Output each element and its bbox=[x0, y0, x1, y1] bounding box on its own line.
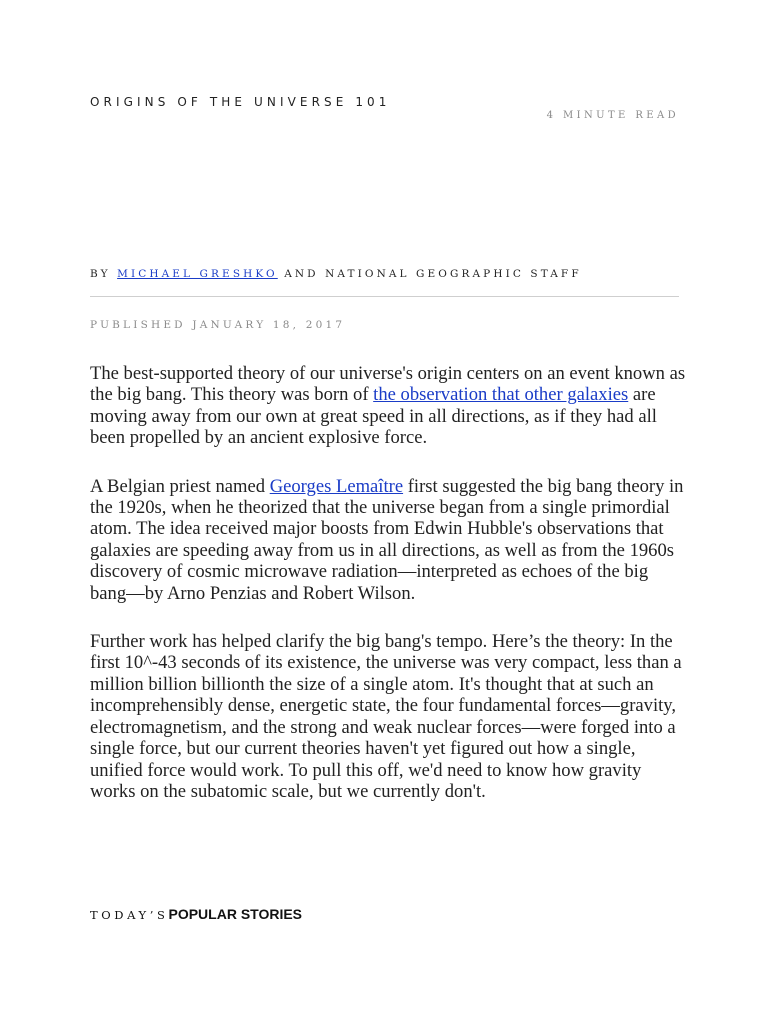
read-time-label: 4 MINUTE READ bbox=[546, 110, 679, 121]
article-body bbox=[90, 363, 686, 829]
paragraph-2-text-after: first suggested the big bang theory in the 1920s, when he theorized that the universe began from a single primordial atom. The idea received major boosts from Edwin Hubble's observations that galaxies are speeding away from us in all directions, as well as from the 1960s discovery of cosmic microwave radiation—interpreted as echoes of the big bang—by Arno Penzias and Robert Wilson. bbox=[90, 475, 684, 604]
popular-stories-label: POPULAR STORIES bbox=[168, 906, 303, 922]
paragraph-1-text-after: are moving away from our own at great speed in all directions, as if they had all been propelled by an ancient explosive force. bbox=[90, 384, 657, 449]
byline-suffix: AND NATIONAL GEOGRAPHIC STAFF bbox=[277, 268, 582, 280]
paragraph-2 bbox=[90, 476, 686, 604]
paragraph-1-text-before: The best-supported theory of our universe's origin centers on an event known as the big bang. This theory was born of bbox=[90, 363, 686, 406]
galaxies-observation-link[interactable]: the observation that other galaxies bbox=[373, 384, 629, 406]
paragraph-2-text-before: A Belgian priest named bbox=[90, 475, 270, 497]
byline-prefix: BY bbox=[90, 268, 118, 280]
paragraph-3: Further work has helped clarify the big bang's tempo. Here’s the theory: In the first 10^-43 seconds of its existence, the universe was very compact, less than a million billion billionth the size of a single atom. It's thought that at such an incomprehensibly dense, energetic state, the four fundamental forces—gravity, electromagnetism, and the strong and weak nuclear forces—were forged into a single force, but our current theories haven't yet figured out how a single, unified force would work. To pull this off, we'd need to know how gravity works on the subatomic scale, but we currently don't. bbox=[90, 631, 682, 802]
popular-stories-heading bbox=[90, 906, 302, 924]
published-date: PUBLISHED JANUARY 18, 2017 bbox=[90, 319, 346, 331]
popular-today-label: TODAY’S bbox=[90, 908, 169, 922]
author-link[interactable]: MICHAEL GRESHKO bbox=[117, 268, 278, 280]
article-kicker: ORIGINS OF THE UNIVERSE 101 bbox=[90, 95, 391, 109]
georges-lemaitre-link[interactable]: Georges Lemaître bbox=[269, 475, 404, 497]
paragraph-1 bbox=[90, 363, 686, 449]
byline-divider bbox=[90, 296, 679, 297]
byline bbox=[90, 268, 582, 280]
